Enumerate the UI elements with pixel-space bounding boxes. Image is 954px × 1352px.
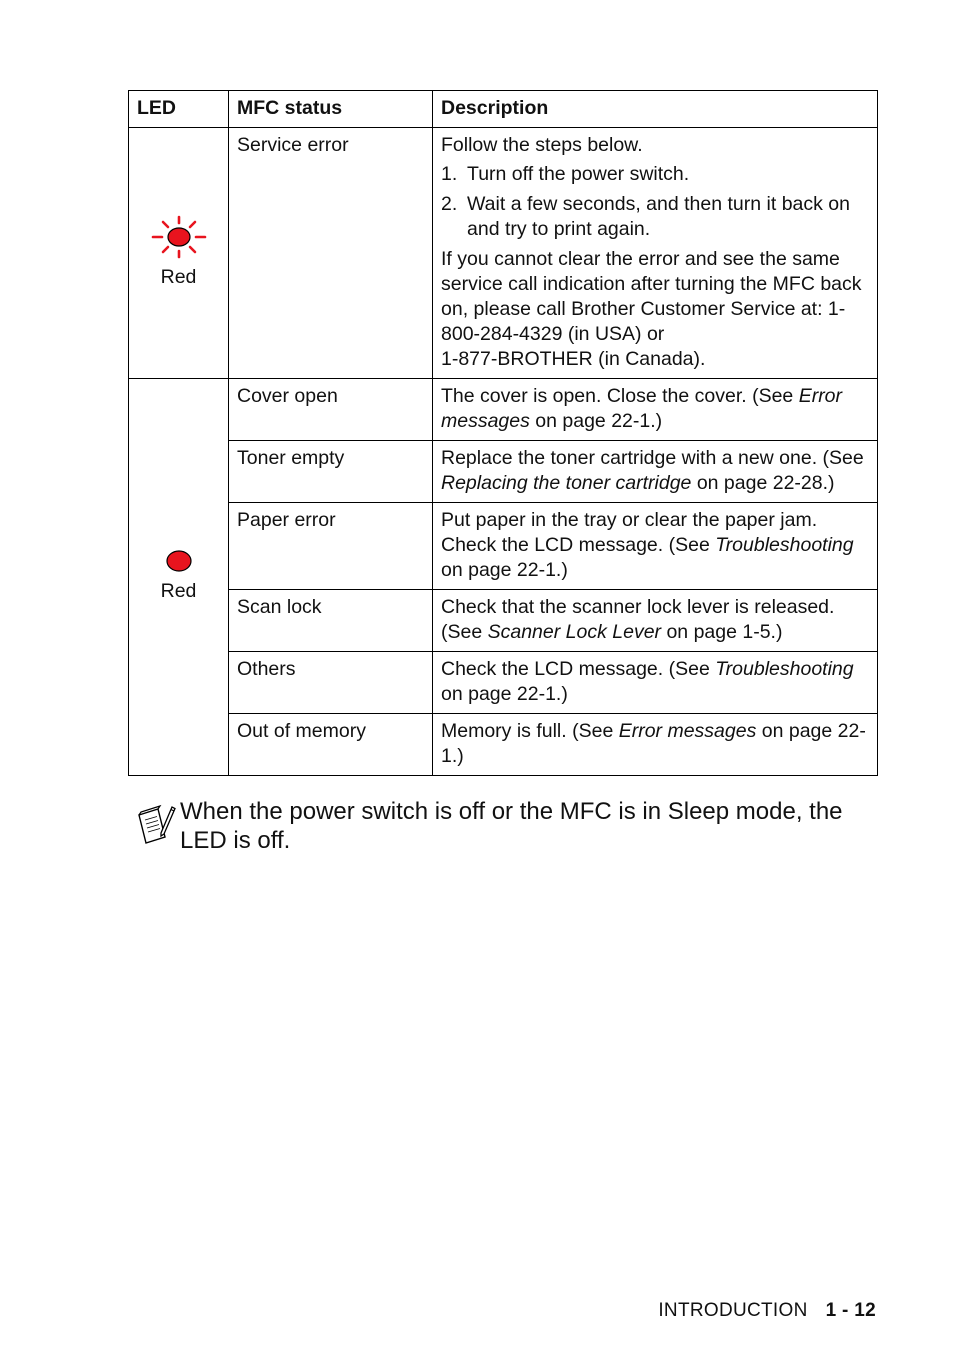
led-color-label: Red (160, 266, 197, 288)
table-row (129, 652, 878, 714)
step-text: Wait a few seconds, and then turn it back on and try to print again. (467, 193, 850, 240)
table-header-row (129, 91, 878, 128)
led-cell-solid (129, 379, 229, 776)
status-cell: Toner empty (229, 441, 433, 503)
table-row (129, 503, 878, 590)
description-text: on page 22-1.) (441, 559, 568, 581)
cross-reference: Troubleshooting (715, 534, 854, 556)
table-row (129, 379, 878, 441)
table-row (129, 590, 878, 652)
description-text: Check that the scanner lock lever is released. (See (441, 596, 835, 643)
table-row-service-error (129, 128, 878, 379)
led-cell-blinking (129, 128, 229, 379)
header-description: Description (433, 91, 878, 128)
table-row (129, 441, 878, 503)
description-cell (433, 590, 878, 652)
status-cell: Cover open (229, 379, 433, 441)
description-cell (433, 379, 878, 441)
step-number: 2. (441, 193, 458, 215)
description-cell (433, 441, 878, 503)
cross-reference: Error messages (441, 385, 843, 432)
led-status-table (128, 90, 878, 776)
footer-page-number: 1 - 12 (825, 1300, 876, 1321)
status-cell: Others (229, 652, 433, 714)
description-text: on page 22-1.) (529, 410, 663, 432)
table-row (129, 714, 878, 776)
page-footer (658, 1300, 876, 1322)
outro-text: If you cannot clear the error and see the same service call indication after turning the MFC back on, please call Brother Customer Service at: 1-800-284-4329 (in USA) or (441, 248, 862, 345)
led-color-label: Red (160, 580, 197, 602)
description-text: Put paper in the tray or clear the paper jam. Check the LCD message. (See (441, 509, 818, 556)
description-cell (433, 714, 878, 776)
description-text: Replace the toner cartridge with a new one. (See (441, 447, 864, 469)
status-cell: Paper error (229, 503, 433, 590)
step-number: 1. (441, 163, 458, 185)
description-cell (433, 503, 878, 590)
status-cell: Out of memory (229, 714, 433, 776)
note-block (136, 797, 896, 855)
cross-reference: Replacing the toner cartridge (441, 472, 692, 494)
cross-reference: Scanner Lock Lever (487, 621, 662, 643)
description-text: on page 22-1.) (441, 720, 866, 767)
cross-reference: Error messages (618, 720, 757, 742)
description-text: The cover is open. Close the cover. (See (441, 385, 799, 407)
description-text: on page 22-1.) (441, 683, 568, 705)
steps-list (441, 162, 869, 242)
blinking-red-led-icon (151, 215, 207, 259)
note-pad-icon (136, 803, 176, 847)
step-item (441, 192, 869, 242)
status-cell: Service error (229, 128, 433, 379)
footer-section-title: INTRODUCTION (658, 1300, 808, 1321)
description-outro (441, 247, 869, 372)
description-text: Memory is full. (See (441, 720, 619, 742)
description-cell (433, 128, 878, 379)
header-mfc-status: MFC status (229, 91, 433, 128)
description-cell (433, 652, 878, 714)
outro-text-canada: 1-877-BROTHER (in Canada). (441, 348, 706, 370)
description-text: on page 1-5.) (661, 621, 783, 643)
note-text: When the power switch is off or the MFC is in Sleep mode, the LED is off. (180, 798, 843, 854)
header-led: LED (129, 91, 229, 128)
solid-red-led-icon (165, 549, 193, 573)
step-item (441, 162, 869, 187)
description-intro: Follow the steps below. (441, 134, 643, 156)
cross-reference: Troubleshooting (715, 658, 854, 680)
step-text: Turn off the power switch. (467, 163, 690, 185)
description-text: Check the LCD message. (See (441, 658, 716, 680)
status-cell: Scan lock (229, 590, 433, 652)
description-text: on page 22-28.) (691, 472, 835, 494)
